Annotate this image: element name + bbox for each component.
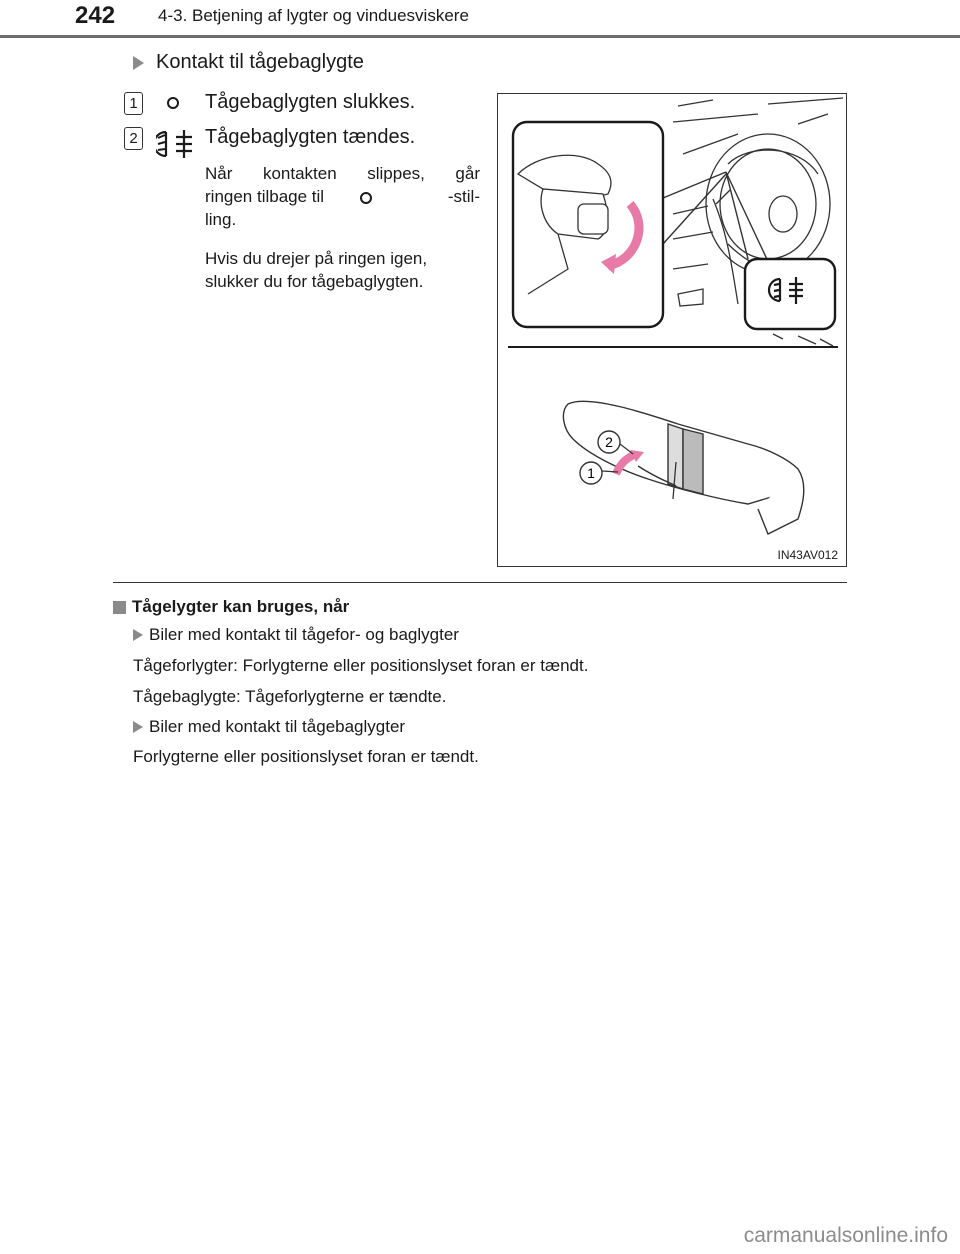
conditions-heading-text: Tågelygter kan bruges, når <box>132 597 350 616</box>
bullet-rear-only <box>133 717 405 737</box>
triangle-bullet-icon <box>133 629 143 641</box>
condition-line-3: Forlygterne eller positionslyset foran er tændt. <box>133 747 479 766</box>
illustration-frame <box>497 93 847 567</box>
item-2-label: Tågebaglygten tændes. <box>205 126 416 148</box>
callout-1: 1 <box>587 465 595 481</box>
bullet-front-rear <box>133 625 459 645</box>
square-bullet-icon <box>113 601 126 614</box>
page-number: 242 <box>75 2 116 29</box>
watermark[interactable]: carmanualsonline.info <box>743 1224 948 1247</box>
triangle-bullet-icon <box>133 721 143 733</box>
triangle-bullet-icon <box>133 56 144 70</box>
bullet-rear-only-text: Biler med kontakt til tågebaglygter <box>149 717 406 736</box>
note-turn-again: Hvis du drejer på ringen igen, slukker du for tågebaglygten. <box>205 249 428 291</box>
ring-off-icon <box>165 95 181 116</box>
note1-line-a: Når kontakten slippes, går <box>205 164 480 183</box>
note1-line-c-text: -stil- <box>447 187 480 206</box>
item-number-2: 2 <box>124 127 143 150</box>
note1-line-b <box>205 185 480 208</box>
item-number-1: 1 <box>124 92 143 115</box>
switch-subheading <box>133 51 364 74</box>
figure-code: IN43AV012 <box>777 548 838 562</box>
switch-subheading-text: Kontakt til tågebaglygte <box>156 51 364 73</box>
header-rule <box>0 35 960 38</box>
condition-line-1: Tågeforlygter: Forlygterne eller positionslyset foran er tændt. <box>133 656 589 675</box>
note-return-ring <box>205 162 480 231</box>
bullet-front-rear-text: Biler med kontakt til tågefor- og baglygter <box>149 625 459 644</box>
chapter-title: 4-3. Betjening af lygter og vinduesviskere <box>158 6 469 25</box>
section-rule <box>113 582 847 583</box>
conditions-heading <box>113 597 349 617</box>
rear-fog-lamp-icon <box>156 126 196 167</box>
steering-column-illustration <box>498 94 847 567</box>
note1-line-b-text: ringen tilbage til <box>205 187 325 206</box>
callout-2: 2 <box>605 434 613 450</box>
item-1-label: Tågebaglygten slukkes. <box>205 91 416 113</box>
note1-line-d: ling. <box>205 210 237 229</box>
ring-off-icon <box>358 189 374 205</box>
condition-line-2: Tågebaglygte: Tågeforlygterne er tændte. <box>133 687 447 706</box>
